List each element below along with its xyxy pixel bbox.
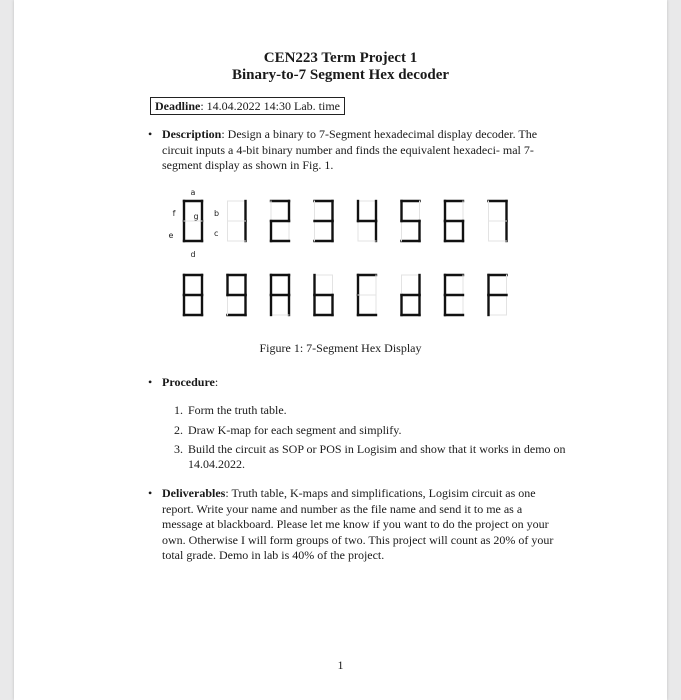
description-label: Description (162, 127, 222, 141)
figure-caption: Figure 1: 7-Segment Hex Display (259, 341, 422, 355)
seven-segment-digit (489, 275, 507, 315)
deadline-label: Deadline (155, 99, 201, 113)
procedure-suffix: : (214, 375, 219, 389)
deliverables-bullet (148, 486, 562, 564)
seven-segment-digit (271, 201, 289, 241)
step-text: Form the truth table. (188, 403, 287, 417)
segment-label-e: e (168, 231, 174, 240)
seven-segment-digit (402, 275, 420, 315)
procedure-step (174, 423, 574, 438)
segment-label-c: c (214, 229, 219, 238)
procedure-bullet (148, 375, 562, 391)
seven-segment-digit (358, 201, 376, 241)
step-text: Draw K-map for each segment and simplify. (188, 422, 402, 437)
bullet-icon: • (148, 375, 153, 389)
bullet-icon: • (148, 127, 153, 141)
seven-segment-digit (228, 201, 246, 241)
seven-segment-digit (184, 275, 202, 315)
seven-segment-digit (315, 201, 333, 241)
seven-segment-digit (228, 275, 246, 315)
description-text: : Design a binary to 7-Segment hexadecimal display decoder. The circuit inputs a 4-bit binary number and finds the equivalent hexadeci- mal 7-segment display as shown in Fig. 1. (162, 127, 538, 172)
document-title: CEN223 Term Project 1 (263, 50, 418, 66)
procedure-step (174, 403, 574, 418)
seven-segment-digit (445, 201, 463, 241)
step-text: Build the circuit as SOP or POS in Logisim and show that it works in demo on 14.04.2022. (188, 442, 566, 471)
page-number: 1 (337, 658, 344, 672)
deadline-value: : 14.04.2022 14:30 Lab. time (200, 99, 340, 113)
deliverables-label: Deliverables (162, 486, 226, 500)
seven-segment-figure (166, 190, 546, 330)
seven-segment-digit (358, 275, 376, 315)
procedure-step (174, 442, 574, 472)
step-number: 1. (174, 403, 183, 417)
segment-label-a: a (190, 190, 196, 197)
seven-segment-digit (489, 201, 507, 241)
seven-segment-digit (271, 275, 289, 315)
document-subtitle: Binary-to-7 Segment Hex decoder (231, 67, 450, 83)
deliverables-text: : Truth table, K-maps and simplifications, Logisim circuit as one report. Write your name and number as the file name and send it to me as a message at blackboard. Please let me know if you want to do the project on your own. Otherwise I will form groups of two. This project will count as 20% of your total grade. Demo in lab is 40% of the project. (162, 486, 554, 562)
seven-segment-digit (445, 275, 463, 315)
seven-segment-digit (402, 201, 420, 241)
segment-label-b: b (214, 209, 220, 218)
step-number: 3. (174, 442, 183, 456)
description-bullet (148, 127, 562, 174)
step-number: 2. (174, 422, 183, 437)
bullet-icon: • (148, 486, 153, 500)
document-page (14, 0, 667, 700)
title-block (14, 50, 667, 84)
deadline-box (150, 97, 345, 115)
seven-segment-digit (315, 275, 333, 315)
segment-label-d: d (190, 250, 196, 259)
seven-segment-digit (184, 201, 202, 241)
procedure-label: Procedure (162, 375, 215, 389)
procedure-steps (174, 403, 574, 477)
segment-label-f: f (172, 209, 176, 218)
segment-label-g: g (193, 212, 199, 221)
